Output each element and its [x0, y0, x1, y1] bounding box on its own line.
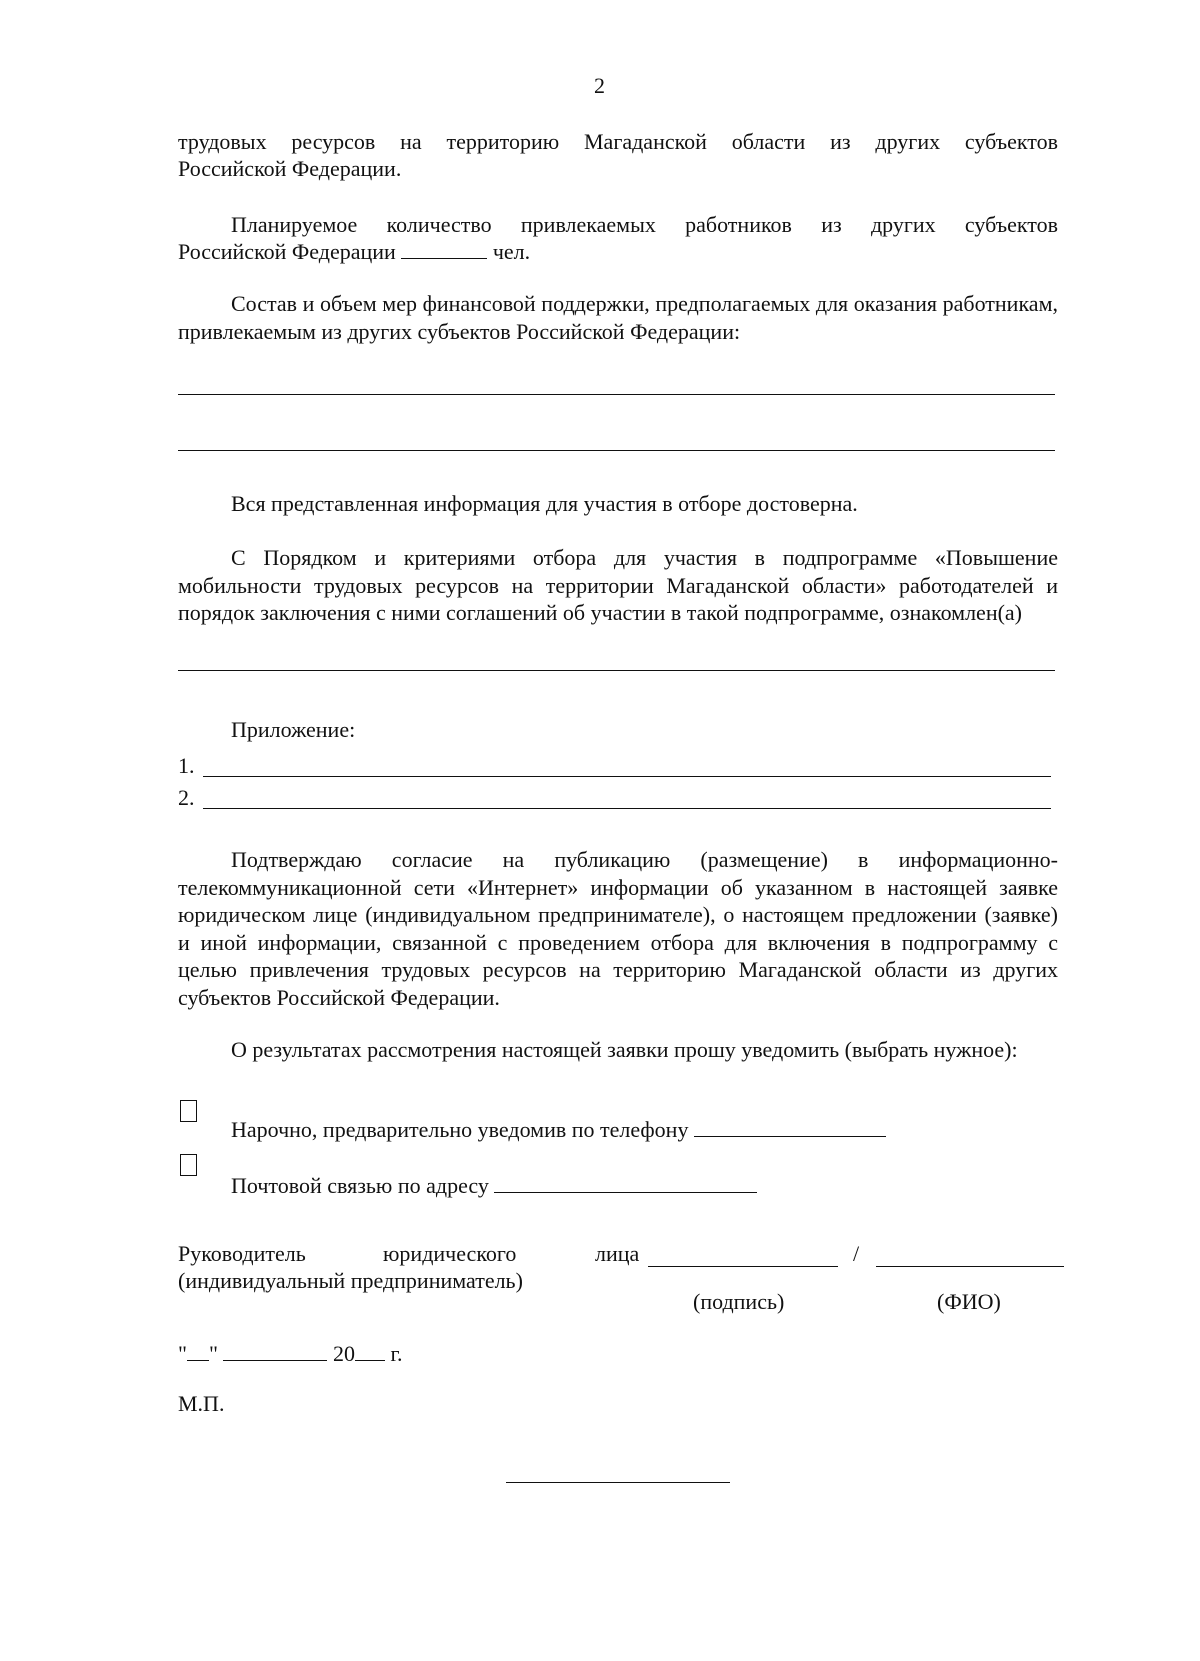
intro-line-2: Российской Федерации.: [178, 156, 402, 181]
notify-address-field[interactable]: [494, 1172, 757, 1193]
signature-sign-field[interactable]: [648, 1266, 838, 1267]
planned-workers-prefix: Российской Федерации: [178, 239, 396, 264]
notify-option-2: [231, 1172, 757, 1200]
planned-workers-line-1: Планируемое количество привлекаемых работников из других субъектов: [231, 212, 1058, 237]
notify-paragraph: О результатах рассмотрения настоящей заявки прошу уведомить (выбрать нужное):: [231, 1037, 1018, 1062]
attachment-title: Приложение:: [231, 717, 356, 742]
date-line: [178, 1340, 403, 1368]
stamp-label: М.П.: [178, 1391, 225, 1416]
signature-sign-label: (подпись): [693, 1289, 785, 1314]
support-measures-field-line-2[interactable]: [178, 450, 1055, 451]
closing-separator-line: [506, 1482, 730, 1483]
page-number: 2: [594, 73, 605, 98]
planned-workers-count-field[interactable]: [401, 238, 487, 259]
signature-head-word-2: юридического: [383, 1241, 517, 1266]
notify-option-1-checkbox[interactable]: [180, 1100, 197, 1122]
attachment-item-1-line[interactable]: [203, 776, 1051, 777]
notify-option-1: [231, 1116, 886, 1144]
procedure-paragraph: С Порядком и критериями отбора для участия в подпрограмме «Повышение мобильности трудовых ресурсов на территории Магаданской области» работодателей и порядок заключения с ними соглашений об участии в такой подпрограмме, ознакомлен(а): [178, 545, 1058, 625]
signature-separator: /: [853, 1241, 860, 1266]
signature-name-field[interactable]: [876, 1266, 1064, 1267]
signature-head-word-1: Руководитель: [178, 1241, 306, 1266]
planned-workers-line-2: [178, 238, 530, 266]
date-year-field[interactable]: [355, 1340, 385, 1361]
date-year-suffix: г.: [390, 1341, 403, 1366]
attachment-item-1-number: 1.: [178, 753, 195, 778]
date-quote-close: ": [208, 1341, 218, 1366]
signature-head-line-2: (индивидуальный предприниматель): [178, 1268, 523, 1293]
notify-option-2-checkbox[interactable]: [180, 1154, 197, 1176]
date-quote-open: ": [178, 1341, 187, 1366]
intro-line-1: трудовых ресурсов на территорию Магаданской области из других субъектов: [178, 129, 1058, 154]
attachment-item-2-number: 2.: [178, 785, 195, 810]
notify-option-1-label: Нарочно, предварительно уведомив по телефону: [231, 1117, 689, 1142]
signature-name-label: (ФИО): [937, 1289, 1001, 1314]
statement-paragraph: Вся представленная информация для участия в отборе достоверна.: [231, 491, 858, 516]
attachment-item-2-line[interactable]: [203, 808, 1051, 809]
date-year-prefix: 20: [332, 1341, 355, 1366]
consent-paragraph: Подтверждаю согласие на публикацию (размещение) в информационно-телекоммуникационной сети «Интернет» информации об указанном в настоящей заявке юридическом лице (индивидуальном предпринимателе), о настоящем предложении (заявке) и иной информации, связанной с проведением отбора для включения в подпрограмму с целью привлечения трудовых ресурсов на территорию Магаданской области из других субъектов Российской Федерации.: [178, 847, 1058, 1010]
procedure-signature-line[interactable]: [178, 670, 1055, 671]
date-month-field[interactable]: [223, 1340, 327, 1361]
signature-head-word-3: лица: [595, 1241, 640, 1266]
support-measures-field-line-1[interactable]: [178, 394, 1055, 395]
notify-phone-field[interactable]: [694, 1116, 886, 1137]
planned-workers-suffix: чел.: [492, 239, 531, 264]
notify-option-2-label: Почтовой связью по адресу: [231, 1173, 489, 1198]
date-day-field[interactable]: [187, 1340, 209, 1361]
support-measures-paragraph: Состав и объем мер финансовой поддержки, предполагаемых для оказания работникам, привлекаемым из других субъектов Российской Федерации:: [178, 291, 1058, 344]
